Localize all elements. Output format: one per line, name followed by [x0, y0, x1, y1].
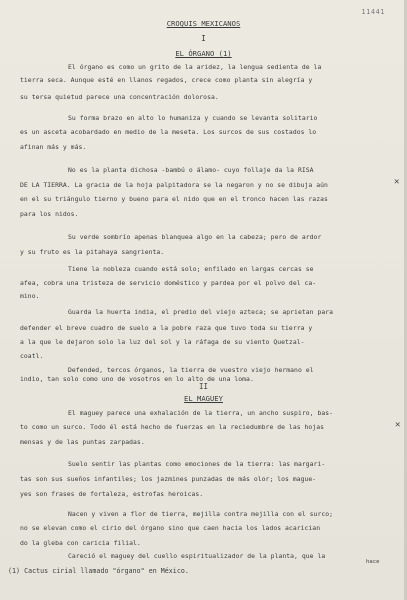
text-line: a la que le dejaron solo la luz del sol y la ráfaga de su viento Quetzal- [20, 338, 305, 346]
text-line: Tiene la nobleza cuando está solo; enfilado en largas cercas se [68, 265, 314, 273]
text-line: no se elevan como el cirio del órgano sino que caen hacia los lados acarician [20, 524, 321, 532]
text-line: afinan más y más. [20, 143, 87, 151]
section1-title: EL ÓRGANO (1) [175, 49, 232, 58]
text-line: coatl. [20, 352, 44, 360]
text-line: tas son sus sueños infantiles; los jazmines punzadas de más olor; los mague- [20, 475, 317, 483]
text-line: Nacen y viven a flor de tierra, mejilla contra mejilla con el surco; [68, 510, 334, 518]
text-line: para los nidos. [20, 210, 79, 218]
text-line: Su verde sombrío apenas blanquea algo en la cabeza; pero de ardor [68, 233, 322, 241]
text-line: es un asceta acobardado en medio de la meseta. Los surcos de sus costados lo [20, 128, 317, 136]
text-line: mino. [20, 292, 40, 300]
text-line: en el su triángulo tierno y bueno para el nido que en el tronco hacen las razas [20, 195, 328, 203]
text-line: tierra seca. Aunque esté en llanos regados, crece como planta sin alegría y [20, 76, 313, 84]
margin-mark-icon: ✕ [394, 177, 400, 187]
text-line: defender el breve cuadro de suelo a la pobre raza que tuvo toda su tierra y [20, 324, 313, 332]
text-line: to como un surco. Todo él está hecho de fuerzas en la reciedumbre de las hojas [20, 423, 325, 431]
text-line: mensas y de las puntas zarpadas. [20, 438, 145, 446]
text-line: El maguey parece una exhalación de la tierra, un ancho suspiro, bas- [68, 409, 334, 417]
text-line: DE LA TIERRA. La gracia de la hoja palpitadora se la negaron y no se dibuja aún [20, 181, 328, 189]
margin-mark-icon: ✕ [395, 420, 401, 430]
text-line: El órgano es como un grito de la aridez, la lengua sedienta de la [68, 63, 322, 71]
text-line: yes son frases de fortaleza, estrofas heroicas. [20, 490, 204, 498]
text-line: do la gleba con caricia filial. [20, 539, 141, 547]
text-line: Suelo sentir las plantas como emociones de la tierra: las margari- [68, 460, 326, 468]
text-line: No es la planta dichosa -bambú o álamo- cuyo follaje da la RISA [68, 166, 314, 174]
series-title: CROQUIS MEXICANOS [166, 19, 241, 28]
text-line: su tersa quietud parece una concentración dolorosa. [20, 93, 219, 101]
text-line: afea, cobra una tristeza de servicio doméstico y pardea por el polvo del ca- [20, 279, 317, 287]
text-line: Guarda la huerta india, el predio del viejo azteca; se aprietan para [68, 308, 334, 316]
footnote: (1) Cactus cirial llamado "órgano" en México. [8, 567, 189, 575]
section2-title: EL MAGUEY [184, 394, 223, 403]
section1-numeral: I [201, 34, 206, 43]
text-line: y su fruto es la pitahaya sangrienta. [20, 248, 165, 256]
reference-number: 11441 [361, 8, 385, 16]
text-line: Careció el maguey del cuello espiritualizador de la planta, que la [68, 552, 326, 560]
section2-numeral: II [198, 382, 209, 391]
text-line: Defended, tercos órganos, la tierra de vuestro viejo hermano el [68, 366, 314, 374]
text-line: indio, tan solo como uno de vosotros en lo alto de una loma. [20, 375, 254, 383]
margin-word: hace [366, 559, 380, 565]
text-line: Su forma brazo en alto lo humaniza y cuando se levanta solitario [68, 114, 318, 122]
